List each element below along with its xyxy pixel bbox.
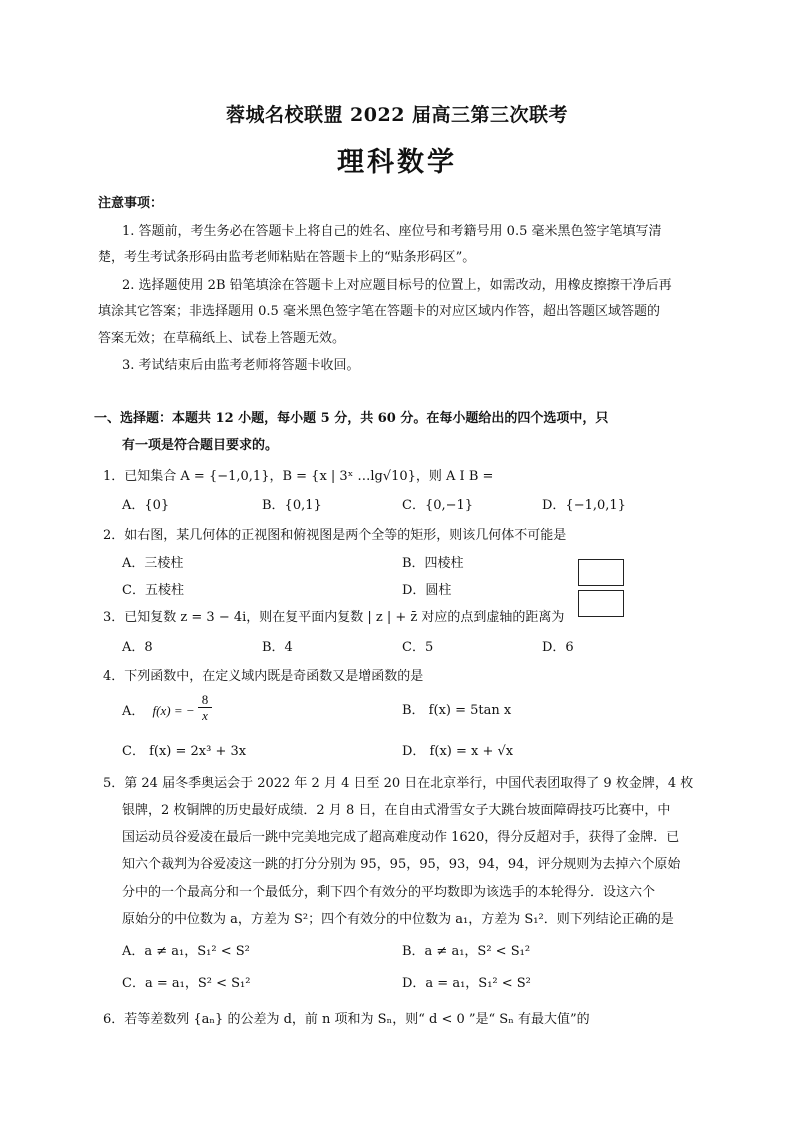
q5-line-2: 银牌，2 枚铜牌的历史最好成绩．2 月 8 日，在自由式滑雪女子大跳台坡面障碍技巧比赛中，中 (122, 803, 671, 818)
q5-line-6: 原始分的中位数为 a，方差为 S²；四个有效分的中位数为 a₁，方差为 S₁²．则下列结论正确的是 (122, 912, 674, 927)
notes-line-1: 1. 答题前，考生务必在答题卡上将自己的姓名、座位号和考籍号用 0.5 毫米黑色签字笔填写清 (122, 224, 662, 239)
q5-line-4: 知六个裁判为谷爱凌这一跳的打分分别为 95，95，95，93，94，94，评分规则为去掉六个原始 (122, 857, 681, 872)
q4-option-b: B． f(x) = 5tan x (402, 703, 512, 718)
q3-stem: 3．已知复数 z = 3 − 4i，则在复平面内复数 | z | + z̄ 对应的点到虚轴的距离为 (103, 610, 565, 625)
notes-line-6: 3. 考试结束后由监考老师将答题卡收回。 (122, 358, 360, 373)
notes-title: 注意事项： (98, 196, 164, 211)
notes-line-5: 答案无效；在草稿纸上、试卷上答题无效。 (98, 331, 346, 346)
exam-subject-title: 理科数学 (337, 147, 457, 178)
q3-option-d: D．6 (542, 640, 574, 655)
q4-stem: 4．下列函数中，在定义域内既是奇函数又是增函数的是 (103, 669, 424, 684)
q1-option-d: D．{−1,0,1} (542, 498, 626, 513)
q3-option-a: A．8 (122, 640, 153, 655)
q4-fraction-denominator: x (202, 708, 208, 723)
q4-option-a-lhs: f(x) = − (152, 703, 195, 718)
q4-option-d: D． f(x) = x + √x (402, 744, 514, 759)
q2-option-b: B．四棱柱 (402, 556, 464, 571)
q5-option-a: A．a ≠ a₁，S₁² < S² (122, 944, 250, 959)
q1-option-c: C．{0,−1} (402, 498, 474, 513)
q5-line-1: 5．第 24 届冬季奥运会于 2022 年 2 月 4 日至 20 日在北京举行，中国代表团取得了 9 枚金牌，4 枚 (103, 776, 694, 791)
notes-line-4: 填涂其它答案；非选择题用 0.5 毫米黑色签字笔在答题卡的对应区域内作答，超出答题区域答题的 (98, 304, 660, 319)
front-view-rectangle (578, 559, 624, 586)
exam-header-title: 蓉城名校联盟 2022 届高三第三次联考 (225, 104, 569, 126)
q4-option-a-label: A． (122, 704, 145, 719)
q3-option-c: C．5 (402, 640, 434, 655)
q5-option-b: B．a ≠ a₁，S² < S₁² (402, 944, 531, 959)
notes-line-3: 2. 选择题使用 2B 铅笔填涂在答题卡上对应题目标号的位置上，如需改动，用橡皮擦擦干净后再 (122, 278, 672, 293)
section-header-line-1: 一、选择题：本题共 12 小题，每小题 5 分，共 60 分。在每小题给出的四个选项中，只 (94, 411, 609, 426)
q5-option-d: D．a = a₁，S₁² < S² (402, 976, 531, 991)
notes-line-2: 楚，考生考试条形码由监考老师粘贴在答题卡上的“贴条形码区”。 (98, 250, 476, 265)
q1-option-a: A．{0} (122, 498, 170, 513)
q4-option-c: C． f(x) = 2x³ + 3x (122, 744, 247, 759)
q2-option-d: D．圆柱 (402, 583, 452, 598)
q1-stem: 1．已知集合 A = {−1,0,1}，B = {x | 3ˣ …lg√10}，则 A I B = (103, 469, 494, 484)
q2-option-a: A．三棱柱 (122, 556, 184, 571)
q5-line-3: 国运动员谷爱凌在最后一跳中完美地完成了超高难度动作 1620，得分反超对手，获得了金牌．已 (122, 830, 680, 845)
q3-option-b: B．4 (262, 640, 293, 655)
q4-option-a (122, 697, 195, 725)
top-view-rectangle (578, 590, 624, 617)
q1-option-b: B．{0,1} (262, 498, 322, 513)
q6-stem: 6．若等差数列 {aₙ} 的公差为 d，前 n 项和为 Sₙ，则“ d < 0 ”是“ Sₙ 有最大值”的 (103, 1012, 590, 1027)
q5-line-5: 分中的一个最高分和一个最低分，剩下四个有效分的平均数即为该选手的本轮得分．设这六个 (122, 885, 656, 900)
q4-fraction-numerator: 8 (198, 692, 212, 708)
q5-option-c: C．a = a₁，S² < S₁² (122, 976, 251, 991)
section-header-line-2: 有一项是符合题目要求的。 (122, 438, 279, 453)
q2-option-c: C．五棱柱 (122, 583, 184, 598)
q2-stem: 2．如右图，某几何体的正视图和俯视图是两个全等的矩形，则该几何体不可能是 (103, 528, 567, 543)
q4-option-a-fraction (198, 692, 212, 723)
